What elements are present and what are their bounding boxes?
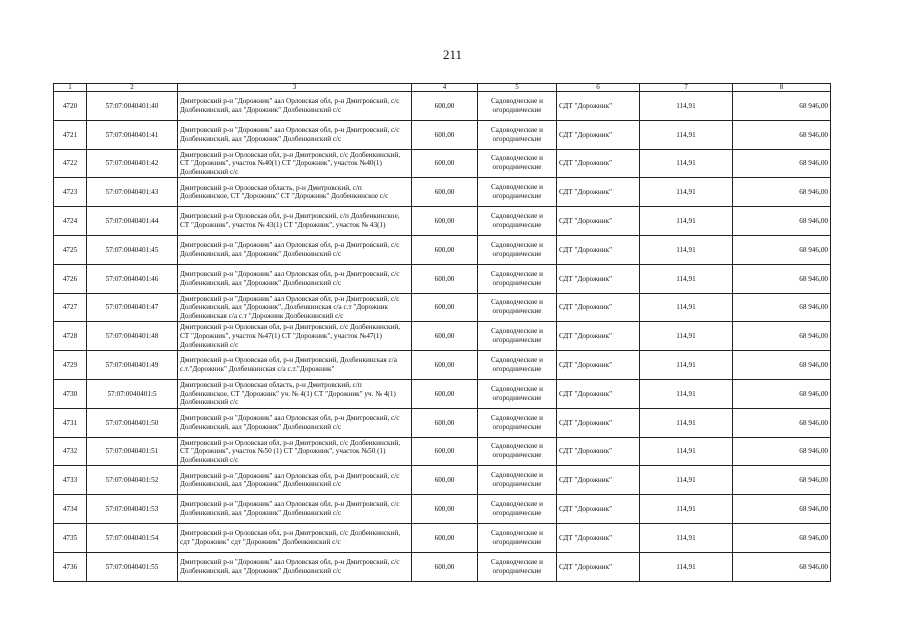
address-cell: Дмитровский р-н Орловская обл, р-н Дмитровский, с/с Долбенкинский, СТ "Дорожник", участок №50 (1) СТ "Дорожник", участок №50 (1) Долбенкинский с/с	[178, 437, 412, 466]
area-cell: 600,00	[412, 235, 478, 264]
area-cell: 600,00	[412, 466, 478, 495]
table-row	[54, 379, 831, 408]
price-cell: 114,91	[640, 495, 733, 524]
page-number: 211	[442, 47, 463, 62]
table-row	[54, 351, 831, 380]
header-cell-6: 6	[557, 84, 640, 92]
owner-cell: СДТ "Дорожник"	[557, 466, 640, 495]
owner-cell: СДТ "Дорожник"	[557, 120, 640, 149]
land-use-cell: Садоводческие и огороднические	[478, 149, 557, 178]
row-number: 4725	[54, 235, 87, 264]
price-cell: 114,91	[640, 552, 733, 581]
area-cell: 600,00	[412, 149, 478, 178]
cadastral-number: 57:07:0040401:46	[87, 264, 178, 293]
area-cell: 600,00	[412, 293, 478, 322]
table-row	[54, 523, 831, 552]
land-registry-table	[53, 83, 831, 582]
owner-cell: СДТ "Дорожник"	[557, 523, 640, 552]
owner-cell: СДТ "Дорожник"	[557, 552, 640, 581]
cadastral-number: 57:07:0040401:42	[87, 149, 178, 178]
cadastral-number: 57:07:0040401:53	[87, 495, 178, 524]
cadastral-value-cell: 68 946,00	[733, 322, 831, 351]
cadastral-value-cell: 68 946,00	[733, 207, 831, 236]
area-cell: 600,00	[412, 408, 478, 437]
address-cell: Дмитровский р-н Орловская область, р-н Дмитровский, с/п Долбенкинское, СТ "Дорожник" СТ "Дорожник" Долбенкинское с/с	[178, 178, 412, 207]
row-number: 4729	[54, 351, 87, 380]
land-use-cell: Садоводческие и огороднические	[478, 552, 557, 581]
owner-cell: СДТ "Дорожник"	[557, 178, 640, 207]
cadastral-value-cell: 68 946,00	[733, 178, 831, 207]
owner-cell: СДТ "Дорожник"	[557, 92, 640, 121]
area-cell: 600,00	[412, 207, 478, 236]
land-use-cell: Садоводческие и огороднические	[478, 351, 557, 380]
land-use-cell: Садоводческие и огороднические	[478, 92, 557, 121]
table-row	[54, 178, 831, 207]
table-header	[54, 84, 831, 92]
owner-cell: СДТ "Дорожник"	[557, 149, 640, 178]
cadastral-number: 57:07:0040401:43	[87, 178, 178, 207]
row-number: 4730	[54, 379, 87, 408]
table-row	[54, 149, 831, 178]
row-number: 4731	[54, 408, 87, 437]
header-cell-4: 4	[412, 84, 478, 92]
cadastral-number: 57:07:0040401:41	[87, 120, 178, 149]
cadastral-number: 57:07:0040401:45	[87, 235, 178, 264]
cadastral-value-cell: 68 946,00	[733, 408, 831, 437]
cadastral-value-cell: 68 946,00	[733, 293, 831, 322]
table-row	[54, 466, 831, 495]
table-body	[54, 92, 831, 582]
row-number: 4736	[54, 552, 87, 581]
cadastral-number: 57:07:0040401:40	[87, 92, 178, 121]
header-cell-8: 8	[733, 84, 831, 92]
cadastral-value-cell: 68 946,00	[733, 523, 831, 552]
table-row	[54, 235, 831, 264]
header-cell-2: 2	[87, 84, 178, 92]
area-cell: 600,00	[412, 437, 478, 466]
area-cell: 600,00	[412, 495, 478, 524]
cadastral-value-cell: 68 946,00	[733, 120, 831, 149]
header-cell-1: 1	[54, 84, 87, 92]
address-cell: Дмитровский р-н Орловская обл, р-н Дмитровский, с/п Долбенкинское, СТ "Дорожник", участок № 43(1) СТ "Дорожник", участок № 43(1)	[178, 207, 412, 236]
price-cell: 114,91	[640, 92, 733, 121]
cadastral-value-cell: 68 946,00	[733, 466, 831, 495]
address-cell: Дмитровский р-н Орловская область, р-н Дмитровский, с/п Долбенкинское, СТ "Дорожник" уч. № 4(1) СТ "Дорожник" уч. № 4(1) Долбенкинский с/с	[178, 379, 412, 408]
address-cell: Дмитровский р-н Орловская обл, р-н Дмитровский, Долбенкинская с/а с.т."Дорожник" Долбенкинская с/а с.т."Дорожник"	[178, 351, 412, 380]
price-cell: 114,91	[640, 235, 733, 264]
address-cell: Дмитровский р-н "Дорожник" аал Орловская обл, р-н Дмитровский, с/с Долбенкинский, аал "Дорожник" Долбенкинский с/с	[178, 495, 412, 524]
cadastral-value-cell: 68 946,00	[733, 351, 831, 380]
table-row	[54, 495, 831, 524]
row-number: 4722	[54, 149, 87, 178]
area-cell: 600,00	[412, 552, 478, 581]
area-cell: 600,00	[412, 322, 478, 351]
land-use-cell: Садоводческие и огороднические	[478, 293, 557, 322]
land-use-cell: Садоводческие и огороднические	[478, 207, 557, 236]
table-row	[54, 437, 831, 466]
header-cell-3: 3	[178, 84, 412, 92]
area-cell: 600,00	[412, 264, 478, 293]
row-number: 4732	[54, 437, 87, 466]
area-cell: 600,00	[412, 92, 478, 121]
owner-cell: СДТ "Дорожник"	[557, 495, 640, 524]
price-cell: 114,91	[640, 178, 733, 207]
row-number: 4734	[54, 495, 87, 524]
address-cell: Дмитровский р-н Орловская обл, р-н Дмитровский, с/с Долбенкинский, СТ "Дорожник", участок №40(1) СТ "Дорожник", участок №40(1) Долбенкинский с/с	[178, 149, 412, 178]
area-cell: 600,00	[412, 178, 478, 207]
area-cell: 600,00	[412, 523, 478, 552]
area-cell: 600,00	[412, 120, 478, 149]
price-cell: 114,91	[640, 379, 733, 408]
cadastral-number: 57:07:0040401:55	[87, 552, 178, 581]
price-cell: 114,91	[640, 264, 733, 293]
price-cell: 114,91	[640, 466, 733, 495]
land-use-cell: Садоводческие и огороднические	[478, 437, 557, 466]
owner-cell: СДТ "Дорожник"	[557, 322, 640, 351]
land-use-cell: Садоводческие и огороднические	[478, 523, 557, 552]
owner-cell: СДТ "Дорожник"	[557, 408, 640, 437]
owner-cell: СДТ "Дорожник"	[557, 379, 640, 408]
cadastral-number: 57:07:0040401:54	[87, 523, 178, 552]
table-row	[54, 293, 831, 322]
header-row	[54, 84, 831, 92]
land-use-cell: Садоводческие и огороднические	[478, 495, 557, 524]
land-use-cell: Садоводческие и огороднические	[478, 120, 557, 149]
row-number: 4726	[54, 264, 87, 293]
cadastral-number: 57:07:0040401:47	[87, 293, 178, 322]
land-use-cell: Садоводческие и огороднические	[478, 466, 557, 495]
price-cell: 114,91	[640, 351, 733, 380]
cadastral-number: 57:07:0040401:5	[87, 379, 178, 408]
row-number: 4720	[54, 92, 87, 121]
address-cell: Дмитровский р-н "Дорожник" аал Орловская обл, р-н Дмитровский, с/с Долбенкинский, аал "Дорожник" Долбенкинский с/с	[178, 466, 412, 495]
price-cell: 114,91	[640, 437, 733, 466]
cadastral-number: 57:07:0040401:49	[87, 351, 178, 380]
cadastral-value-cell: 68 946,00	[733, 495, 831, 524]
row-number: 4733	[54, 466, 87, 495]
address-cell: Дмитровский р-н "Дорожник" аал Орловская обл, р-н Дмитровский, с/с Долбенкинский, аал "Дорожник", Долбенкинская с/а с.т "Дорожник Долбенкинская с/а с.т "Дорожник Долбенкинский с/с	[178, 293, 412, 322]
cadastral-value-cell: 68 946,00	[733, 379, 831, 408]
address-cell: Дмитровский р-н "Дорожник" аал Орловская обл, р-н Дмитровский, с/с Долбенкинский, аал "Дорожник" Долбенкинский с/с	[178, 408, 412, 437]
price-cell: 114,91	[640, 293, 733, 322]
area-cell: 600,00	[412, 351, 478, 380]
land-use-cell: Садоводческие и огороднические	[478, 408, 557, 437]
address-cell: Дмитровский р-н Орловская обл, р-н Дмитровский, с/с Долбенкинский, СТ "Дорожник", участок №47(1) СТ "Дорожник", участок №47(1) Долбенкинский с/с	[178, 322, 412, 351]
price-cell: 114,91	[640, 322, 733, 351]
address-cell: Дмитровский р-н "Дорожник" аал Орловская обл, р-н Дмитровский, с/с Долбенкинский, аал "Дорожник" Долбенкинский с/с	[178, 92, 412, 121]
table-row	[54, 552, 831, 581]
row-number: 4735	[54, 523, 87, 552]
land-use-cell: Садоводческие и огороднические	[478, 235, 557, 264]
price-cell: 114,91	[640, 523, 733, 552]
row-number: 4721	[54, 120, 87, 149]
price-cell: 114,91	[640, 120, 733, 149]
row-number: 4728	[54, 322, 87, 351]
cadastral-value-cell: 68 946,00	[733, 264, 831, 293]
land-use-cell: Садоводческие и огороднические	[478, 322, 557, 351]
cadastral-value-cell: 68 946,00	[733, 437, 831, 466]
owner-cell: СДТ "Дорожник"	[557, 207, 640, 236]
cadastral-value-cell: 68 946,00	[733, 92, 831, 121]
cadastral-value-cell: 68 946,00	[733, 235, 831, 264]
cadastral-number: 57:07:0040401:52	[87, 466, 178, 495]
table-row	[54, 408, 831, 437]
table-row	[54, 322, 831, 351]
address-cell: Дмитровский р-н "Дорожник" аал Орловская обл, р-н Дмитровский, с/с Долбенкинский, аал "Дорожник" Долбенкинский с/с	[178, 120, 412, 149]
price-cell: 114,91	[640, 149, 733, 178]
owner-cell: СДТ "Дорожник"	[557, 437, 640, 466]
table-row	[54, 92, 831, 121]
row-number: 4727	[54, 293, 87, 322]
land-use-cell: Садоводческие и огороднические	[478, 178, 557, 207]
table-row	[54, 120, 831, 149]
owner-cell: СДТ "Дорожник"	[557, 293, 640, 322]
header-cell-7: 7	[640, 84, 733, 92]
address-cell: Дмитровский р-н "Дорожник" аал Орловская обл, р-н Дмитровский, с/с Долбенкинский, аал "Дорожник" Долбенкинский с/с	[178, 552, 412, 581]
cadastral-value-cell: 68 946,00	[733, 149, 831, 178]
row-number: 4723	[54, 178, 87, 207]
address-cell: Дмитровский р-н Орловская обл, р-н Дмитровский, с/с Долбенкинский, сдт "Дорожник" сдт "Дорожник" Долбенкинский с/с	[178, 523, 412, 552]
cadastral-number: 57:07:0040401:44	[87, 207, 178, 236]
address-cell: Дмитровский р-н "Дорожник" аал Орловская обл, р-н Дмитровский, с/с Долбенкинский, аал "Дорожник" Долбенкинский с/с	[178, 235, 412, 264]
owner-cell: СДТ "Дорожник"	[557, 351, 640, 380]
cadastral-value-cell: 68 946,00	[733, 552, 831, 581]
land-use-cell: Садоводческие и огороднические	[478, 379, 557, 408]
owner-cell: СДТ "Дорожник"	[557, 264, 640, 293]
row-number: 4724	[54, 207, 87, 236]
header-cell-5: 5	[478, 84, 557, 92]
cadastral-number: 57:07:0040401:50	[87, 408, 178, 437]
cadastral-number: 57:07:0040401:51	[87, 437, 178, 466]
area-cell: 600,00	[412, 379, 478, 408]
table-row	[54, 264, 831, 293]
price-cell: 114,91	[640, 408, 733, 437]
table-row	[54, 207, 831, 236]
owner-cell: СДТ "Дорожник"	[557, 235, 640, 264]
price-cell: 114,91	[640, 207, 733, 236]
land-use-cell: Садоводческие и огороднические	[478, 264, 557, 293]
address-cell: Дмитровский р-н "Дорожник" аал Орловская обл, р-н Дмитровский, с/с Долбенкинский, аал "Дорожник" Долбенкинский с/с	[178, 264, 412, 293]
cadastral-number: 57:07:0040401:48	[87, 322, 178, 351]
